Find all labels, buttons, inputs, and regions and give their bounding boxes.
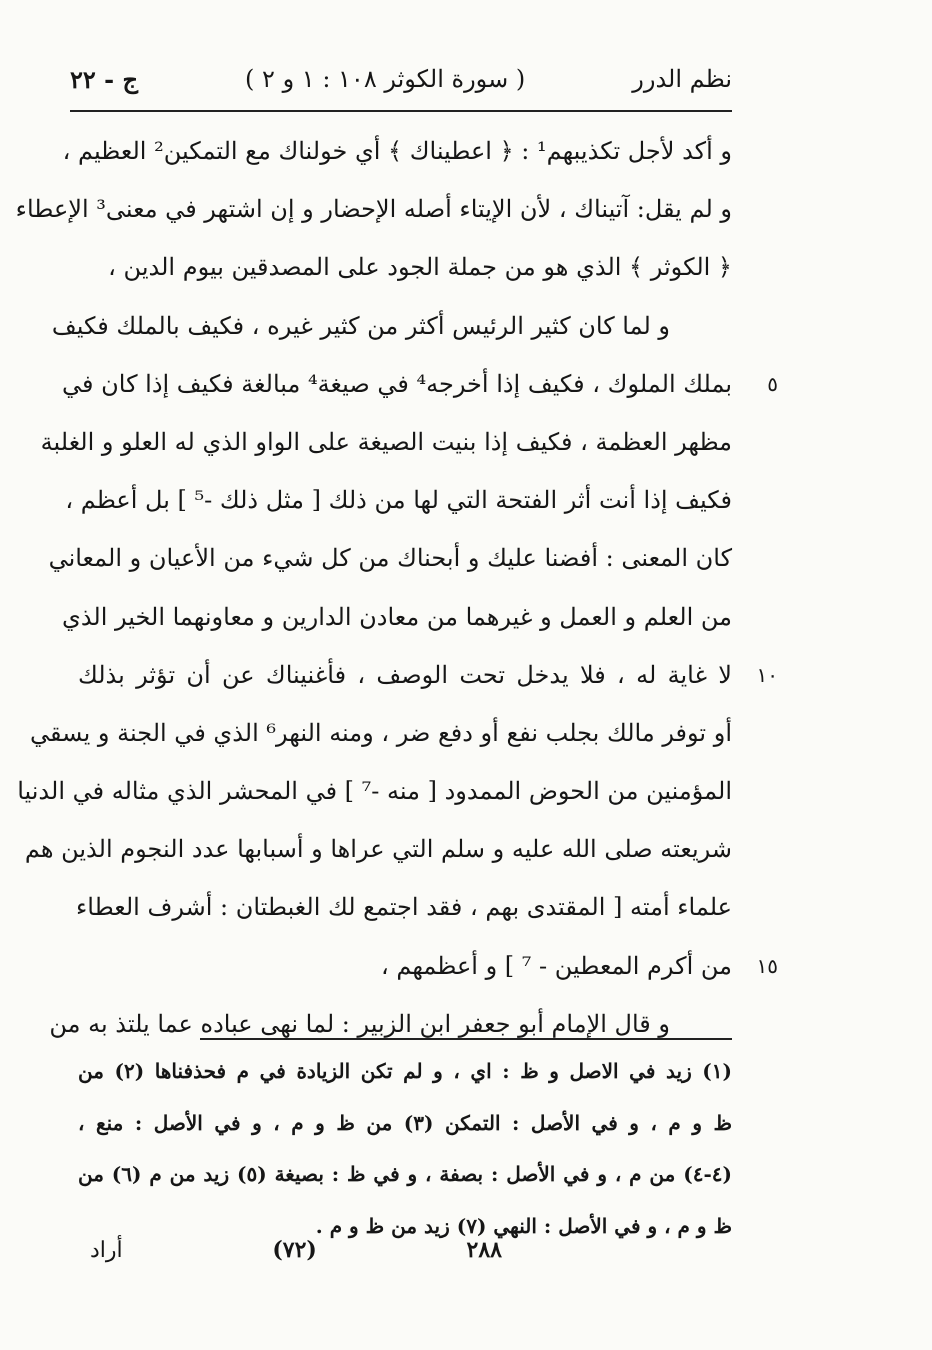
- text-line: مظهر العظمة ، فكيف إذا بنيت الصيغة على الواو الذي له العلو و الغلبة: [40, 427, 732, 456]
- catchword: أراد: [90, 1237, 123, 1263]
- volume-number: ج - ٢٢: [70, 64, 138, 94]
- line-number: ١٠: [756, 662, 778, 687]
- page-footer: [90, 1230, 502, 1270]
- text-line: ﴿ الكوثر ﴾ الذي هو من جملة الجود على المصدقين بيوم الدين ،: [108, 253, 732, 282]
- footnote-line: (٤-٤) من م ، و في الأصل : بصفة ، و في ظ : بصيغة (٥) زيد من م (٦) من: [78, 1162, 732, 1186]
- header-divider: [70, 110, 732, 112]
- line-number: ١٥: [756, 953, 778, 978]
- text-line: و لما كان كثير الرئيس أكثر من كثير غيره ، فكيف بالملك فكيف: [51, 311, 670, 340]
- surah-reference: ( سورة الكوثر ١٠٨ : ١ و ٢ ): [245, 65, 526, 93]
- footnotes: [78, 1046, 732, 1252]
- text-line: ٥ بملك الملوك ، فكيف إذا أخرجه⁴ في صيغة⁴ مبالغة فكيف إذا كان في: [78, 355, 732, 413]
- text-line: ١٥ من أكرم المعطين - ⁷ ] و أعظمهم ،: [78, 937, 732, 995]
- signature-mark: (٧٢): [272, 1237, 317, 1263]
- page-number: ٢٨٨: [466, 1237, 502, 1263]
- text-line: علماء أمته [ المقتدى بهم ، فقد اجتمع لك الغبطتان : أشرف العطاء: [75, 893, 732, 922]
- text-line: و أكد لأجل تكذيبهم¹ : ﴿ اعطيناك ﴾ أي خولناك مع التمكين² العظيم ،: [62, 137, 732, 165]
- text-line: و قال الإمام أبو جعفر ابن الزبير : لما نهى عباده عما يلتذ به من: [49, 1009, 670, 1038]
- footnote-divider: [200, 1038, 732, 1040]
- page-header: [70, 54, 732, 104]
- footnote-line: (١) زيد في الاصل و ظ : اي ، و لم تكن الزيادة في م فحذفناها (٢) من: [78, 1059, 732, 1083]
- footnote-line: ظ و م ، و في الأصل : النهي (٧) زيد من ظ و م .: [315, 1213, 732, 1238]
- text-line: ١٠ لا غاية له ، فلا يدخل تحت الوصف ، فأغنيناك عن أن تؤثر بذلك: [78, 646, 732, 704]
- text-line: كان المعنى : أفضنا عليك و أبحناك من كل شيء من الأعيان و المعاني: [48, 544, 732, 573]
- text-line: أو توفر مالك بجلب نفع أو دفع ضر ، ومنه النهر⁶ الذي في الجنة و يسقي: [30, 718, 732, 747]
- line-number: ٥: [767, 371, 778, 396]
- text-line: من العلم و العمل و غيرهما من معادن الدارين و معاونهما الخير الذي: [62, 602, 732, 631]
- footnote-line: ظ و م ، و في الأصل : التمكن (٣) من ظ و م ، و في الأصل : منع ،: [78, 1110, 732, 1135]
- text-line: شريعته صلى الله عليه و سلم التي عراها و أسبابها عدد النجوم الذين هم: [24, 835, 732, 864]
- text-line: المؤمنين من الحوض الممدود [ منه -⁷ ] في المحشر الذي مثاله في الدنيا: [17, 777, 732, 806]
- text-line: و لم يقل: آتيناك ، لأن الإيتاء أصله الإحضار و إن اشتهر في معنى³ الإعطاء: [15, 195, 732, 224]
- book-title: نظم الدرر: [632, 65, 732, 93]
- text-line: فكيف إذا أنت أثر الفتحة التي لها من ذلك [ مثل ذلك -⁵ ] بل أعظم ،: [65, 486, 732, 515]
- body-text: [15, 122, 778, 1053]
